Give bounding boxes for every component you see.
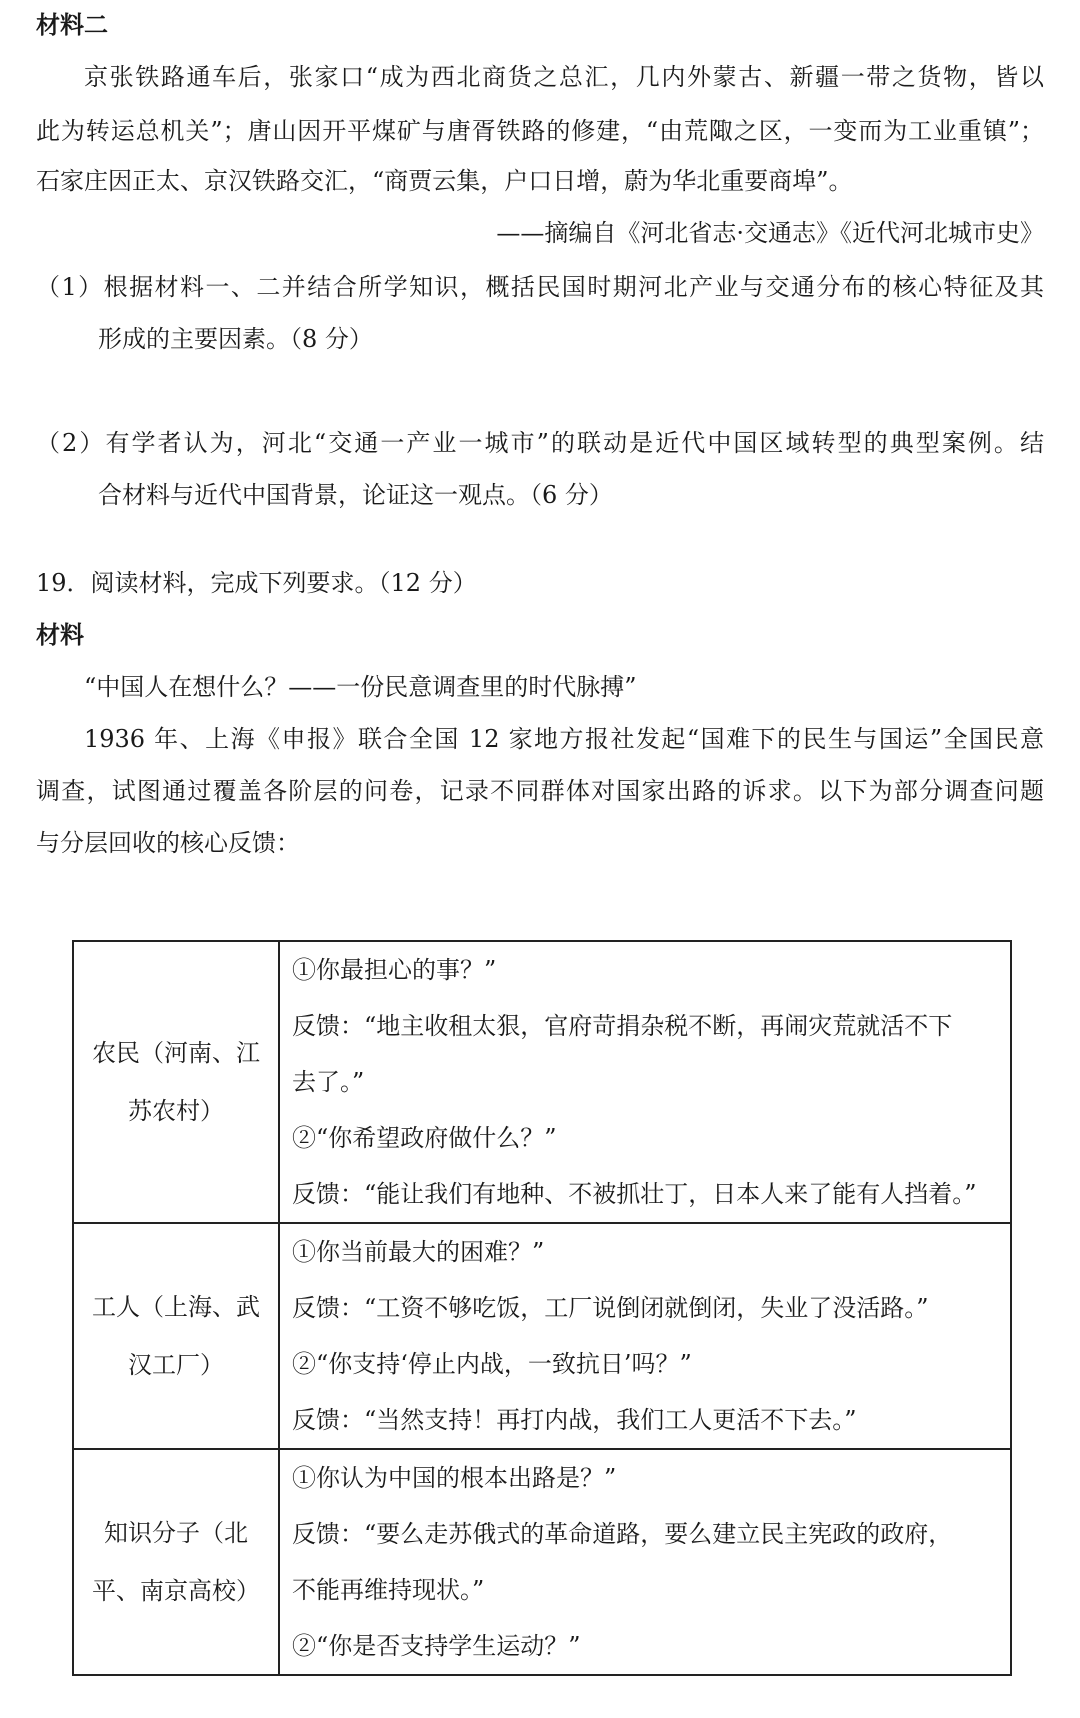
feedback-line: 反馈：“能让我们有地种、不被抓壮丁，日本人来了能有人挡着。” [292,1180,977,1208]
group-label-line: 苏农村） [128,1097,224,1125]
material2-source: ——摘编自《河北省志·交通志》《近代河北城市史》 [496,219,1044,247]
feedback-line: 反馈：“当然支持！再打内战，我们工人更活不下去。” [292,1406,857,1434]
group-label-line: 农民（河南、江 [92,1039,260,1067]
group-label-line: 知识分子（北 [104,1519,248,1547]
question-2-line-2: 合材料与近代中国背景，论证这一观点。（6 分） [98,481,613,509]
q19-material-heading: 材料 [36,621,84,649]
question-1-line-1: （1）根据材料一、二并结合所学知识，概括民国时期河北产业与交通分布的核心特征及其 [36,273,1044,301]
q19-intro-line-3: 与分层回收的核心反馈： [36,829,300,857]
feedback-line: ②“你支持‘停止内战，一致抗日’吗？” [292,1350,692,1378]
question-19-title: 19．阅读材料，完成下列要求。（12 分） [36,569,477,597]
question-1-line-2: 形成的主要因素。（8 分） [98,325,373,353]
feedback-line: ①你认为中国的根本出路是？” [292,1464,617,1492]
table-row [73,1223,1011,1449]
feedback-line: 去了。” [292,1068,365,1096]
q19-intro-line-1: 1936 年、上海《申报》联合全国 12 家地方报社发起“国难下的民生与国运”全国民意 [84,725,1044,753]
group-label-line: 工人（上海、武 [92,1293,260,1321]
group-cell-farmers [73,941,279,1223]
feedback-line: 反馈：“工资不够吃饭，工厂说倒闭就倒闭，失业了没活路。” [292,1294,929,1322]
feedback-line: 反馈：“要么走苏俄式的革命道路，要么建立民主宪政的政府， [292,1520,953,1548]
table-row [73,1449,1011,1675]
survey-table [72,940,1012,1676]
material2-line-1: 京张铁路通车后，张家口“成为西北商货之总汇，几内外蒙古、新疆一带之货物，皆以 [84,63,1044,91]
feedback-line: 反馈：“地主收租太狠，官府苛捐杂税不断，再闹灾荒就活不下 [292,1012,953,1040]
material2-line-2: 此为转运总机关”；唐山因开平煤矿与唐胥铁路的修建，“由荒陬之区，一变而为工业重镇”； [36,117,1044,145]
feedback-line: 不能再维持现状。” [292,1576,485,1604]
feedback-line: ①你最担心的事？” [292,956,497,984]
feedback-line: ①你当前最大的困难？” [292,1238,545,1266]
feedback-cell-farmers [279,941,1011,1223]
group-cell-intellectuals [73,1449,279,1675]
q19-subtitle: “中国人在想什么？——一份民意调查里的时代脉搏” [84,673,637,701]
group-label-line: 汉工厂） [128,1351,224,1379]
group-label-line: 平、南京高校） [92,1577,260,1605]
material2-line-3: 石家庄因正太、京汉铁路交汇，“商贾云集，户口日增，蔚为华北重要商埠”。 [36,167,853,195]
feedback-line: ②“你是否支持学生运动？” [292,1632,581,1660]
feedback-cell-intellectuals [279,1449,1011,1675]
question-2-line-1: （2）有学者认为，河北“交通一产业一城市”的联动是近代中国区域转型的典型案例。结 [36,429,1044,457]
q19-intro-line-2: 调查，试图通过覆盖各阶层的问卷，记录不同群体对国家出路的诉求。以下为部分调查问题 [36,777,1044,805]
table-row [73,941,1011,1223]
feedback-cell-workers [279,1223,1011,1449]
material2-heading: 材料二 [36,11,108,39]
feedback-line: ②“你希望政府做什么？” [292,1124,557,1152]
group-cell-workers [73,1223,279,1449]
